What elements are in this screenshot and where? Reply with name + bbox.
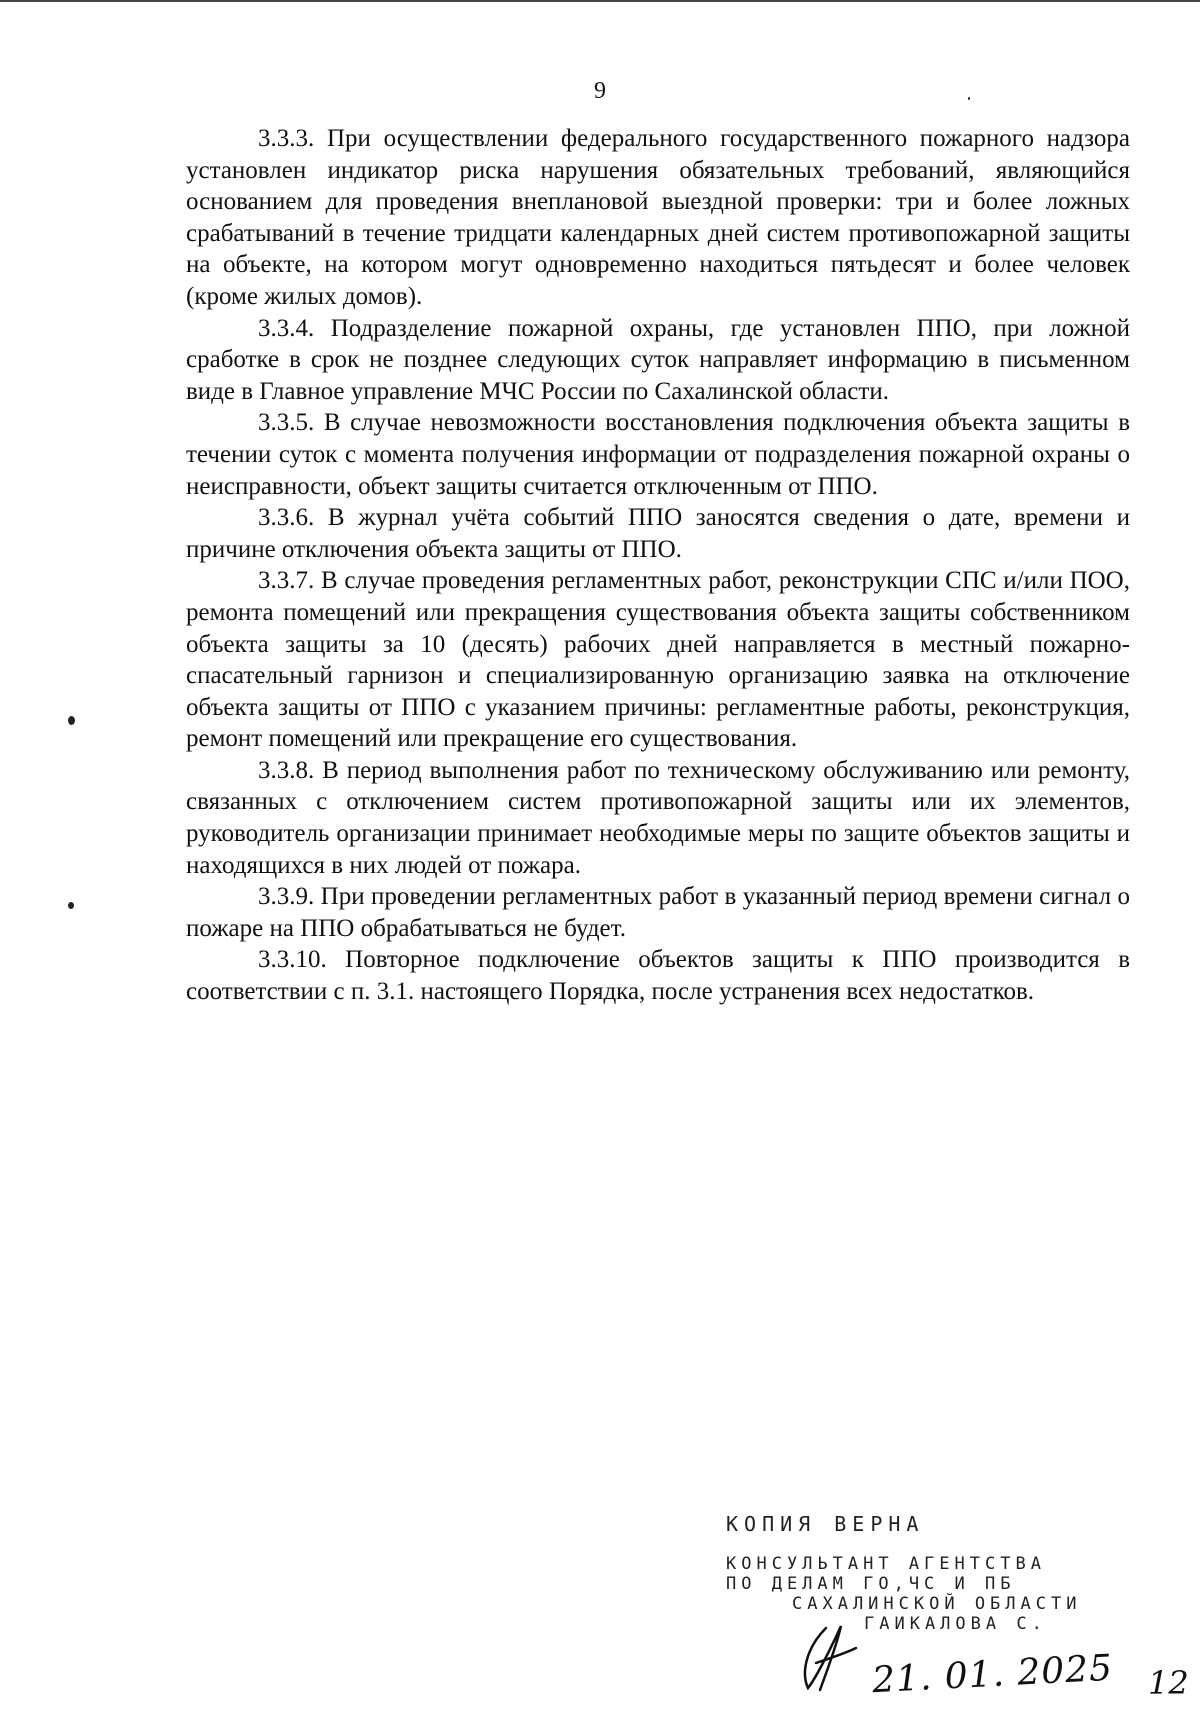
stamp-line-name: ГАИКАЛОВА С. — [864, 1614, 1047, 1634]
document-body — [186, 123, 1130, 1008]
paragraph-3-3-3: 3.3.3. При осуществлении федерального государственного пожарного надзора установлен индикатор риска нарушения обязательных требований, являющийся основанием для проведения внеплановой выездной проверки: три и более ложных срабатываний в течение тридцати календарных дней систем противопожарной защиты на объекте, на котором могут одновременно находиться пятьдесят и более человек (кроме жилых домов). — [186, 125, 1130, 310]
handwritten-signature — [796, 1618, 866, 1698]
page-number: 9 — [594, 78, 606, 104]
handwritten-date: 21. 01. 2025 — [871, 1647, 1114, 1702]
scan-speck — [68, 716, 75, 725]
scan-speck — [68, 902, 74, 909]
paragraph-3-3-4: 3.3.4. Подразделение пожарной охраны, где установлен ППО, при ложной сработке в срок не позднее следующих суток направляет информацию в письменном виде в Главное управление МЧС России по Сахалинской области. — [186, 314, 1130, 405]
scan-speck — [968, 97, 970, 100]
stamp-line-agency: ПО ДЕЛАМ ГО,ЧС И ПБ — [726, 1574, 1016, 1594]
paragraph-3-3-6: 3.3.6. В журнал учёта событий ППО заносятся сведения о дате, времени и причине отключения объекта защиты от ППО. — [186, 504, 1130, 563]
paragraph-3-3-7: 3.3.7. В случае проведения регламентных работ, реконструкции СПС и/или ПОО, ремонта помещений или прекращения существования объекта защиты собственником объекта защиты за 10 (десять) рабочих дней направляется в местный пожарно-спасательный гарнизон и специализированную организацию заявка на отключение объекта защиты от ППО с указанием причины: регламентные работы, реконструкция, ремонт помещений или прекращение его существования. — [186, 567, 1130, 753]
copy-certified-stamp — [726, 1512, 1146, 1634]
paragraph-3-3-5: 3.3.5. В случае невозможности восстановления подключения объекта защиты в течении суток с момента получения информации от подразделения пожарной охраны о неисправности, объект защиты считается отключенным от ППО. — [186, 409, 1130, 500]
stamp-title: КОПИЯ ВЕРНА — [726, 1512, 925, 1536]
paragraph-3-3-9: 3.3.9. При проведении регламентных работ в указанный период времени сигнал о пожаре на ППО обрабатываться не будет. — [186, 883, 1130, 942]
sheet-number: 12 — [1148, 1664, 1189, 1702]
paragraph-3-3-10: 3.3.10. Повторное подключение объектов защиты к ППО производится в соответствии с п. 3.1. настоящего Порядка, после устранения всех недостатков. — [186, 946, 1130, 1006]
stamp-line-position: КОНСУЛЬТАНТ АГЕНТСТВА — [726, 1554, 1046, 1574]
scan-top-edge — [0, 0, 1200, 2]
paragraph-3-3-8: 3.3.8. В период выполнения работ по техническому обслуживанию или ремонту, связанных с отключением систем противопожарной защиты или их элементов, руководитель организации принимает необходимые меры по защите объектов защиты и находящихся в них людей от пожара. — [186, 756, 1130, 879]
stamp-line-region: САХАЛИНСКОЙ ОБЛАСТИ — [792, 1594, 1082, 1614]
